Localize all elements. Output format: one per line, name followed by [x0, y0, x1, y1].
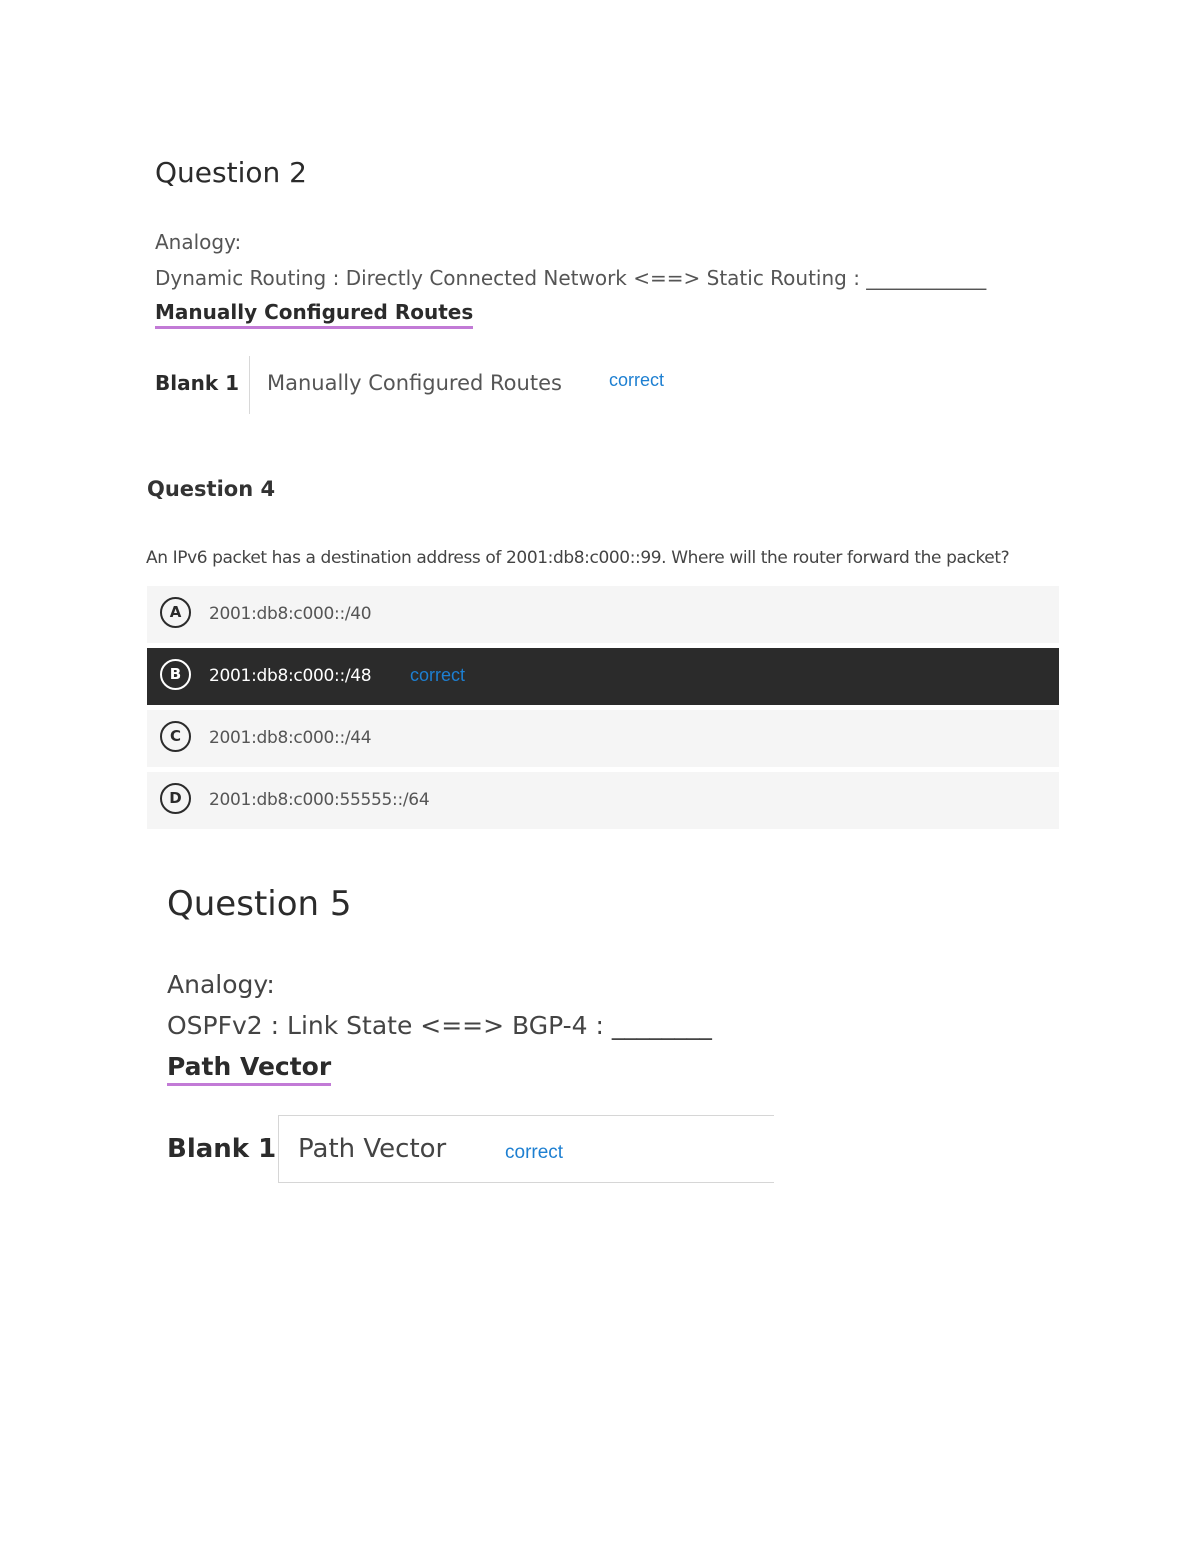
option-a-text: 2001:db8:c000::/40 [209, 604, 372, 624]
option-d-text: 2001:db8:c000:55555::/64 [209, 790, 430, 810]
answer-option-d[interactable] [147, 772, 1059, 829]
question-5-blank-response: Path Vector [298, 1134, 447, 1164]
question-2-title: Question 2 [155, 156, 307, 189]
question-5-analogy-label: Analogy: [167, 970, 275, 999]
question-5-analogy-text: OSPFv2 : Link State <==> BGP-4 : ________ [167, 1011, 712, 1040]
question-2-blank-divider [249, 356, 250, 414]
option-b-correct-mark: correct [410, 665, 466, 685]
question-2-blank-response: Manually Configured Routes [267, 371, 562, 395]
question-5-correct-mark: correct [505, 1142, 564, 1163]
answer-option-c[interactable] [147, 710, 1059, 767]
question-4-title: Question 4 [147, 477, 276, 501]
question-4-prompt: An IPv6 packet has a destination address of 2001:db8:c000::99. Where will the router forward the packet? [146, 548, 1010, 568]
option-d-letter-badge: D [160, 783, 191, 814]
question-2-analogy-label: Analogy: [155, 230, 242, 254]
question-2-analogy-text: Dynamic Routing : Directly Connected Network <==> Static Routing : ____________ [155, 266, 987, 290]
option-b-text: 2001:db8:c000::/48 [209, 666, 372, 686]
question-5-title: Question 5 [167, 884, 352, 924]
question-2-blank-label: Blank 1 [155, 371, 240, 395]
question-5-blank-label: Blank 1 [167, 1134, 277, 1164]
option-b-letter-badge: B [160, 659, 191, 690]
question-5-correct-answer: Path Vector [167, 1052, 331, 1086]
question-2-correct-answer: Manually Configured Routes [155, 300, 473, 329]
answer-option-a[interactable] [147, 586, 1059, 643]
answer-option-b[interactable] [147, 648, 1059, 705]
question-2-correct-mark: correct [609, 370, 665, 390]
option-a-letter-badge: A [160, 597, 191, 628]
option-c-letter-badge: C [160, 721, 191, 752]
option-c-text: 2001:db8:c000::/44 [209, 728, 372, 748]
